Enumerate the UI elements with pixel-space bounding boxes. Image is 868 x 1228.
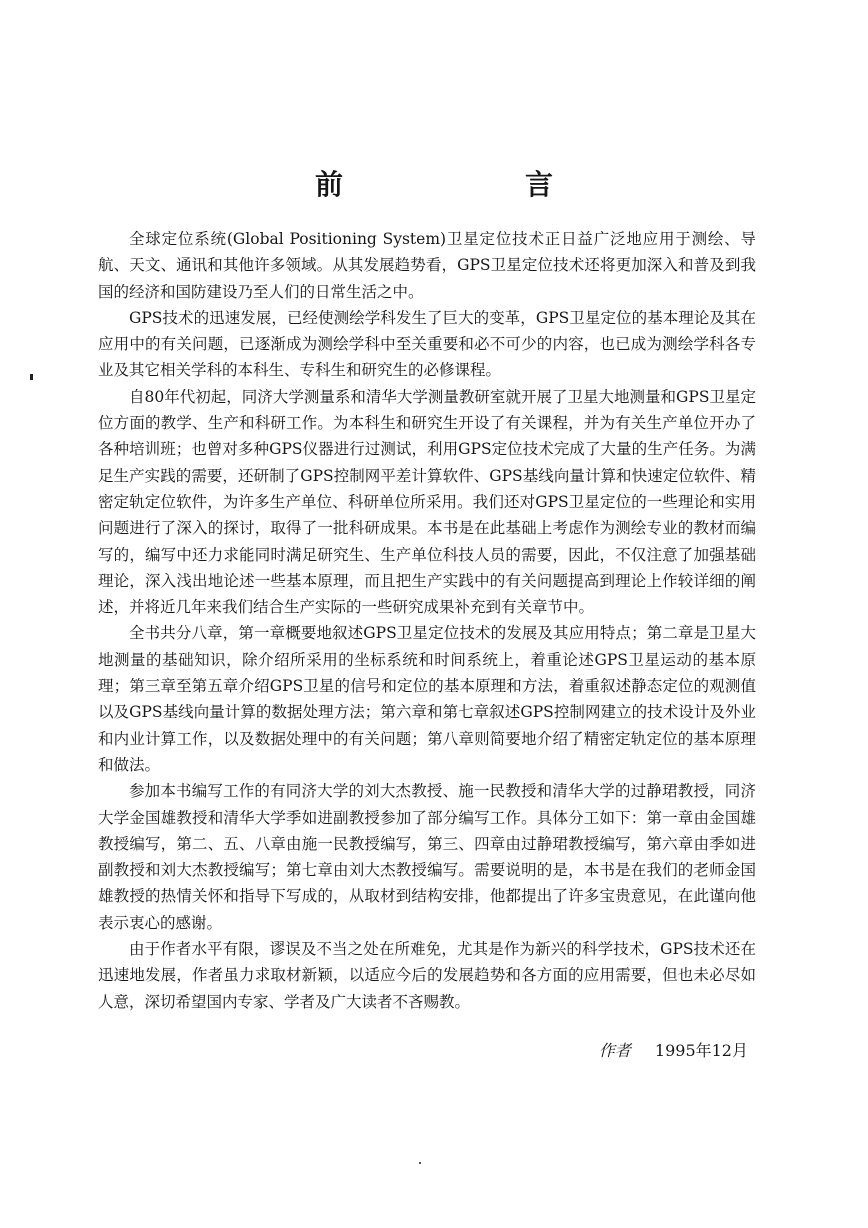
signature-date: 1995年12月 <box>654 1041 748 1060</box>
paragraph-6: 由于作者水平有限，谬误及不当之处在所难免，尤其是作为新兴的科学技术，GPS技术还在迅速地发展，作者虽力求取材新颖，以适应今后的发展趋势和各方面的应用需要，但也未必尽如人意，深切希望国内专家、学者及广大读者不吝赐教。 <box>98 940 756 1011</box>
scan-mark <box>30 374 33 380</box>
scan-speck <box>419 1162 421 1164</box>
paragraph-1: 全球定位系统(Global Positioning System)卫星定位技术正日益广泛地应用于测绘、导航、天文、通讯和其他许多领域。从其发展趋势看，GPS卫星定位技术还将更加深入和普及到我国的经济和国防建设乃至人们的日常生活之中。 <box>98 230 756 301</box>
signature-role: 作者 <box>598 1041 631 1060</box>
paragraph-5: 参加本书编写工作的有同济大学的刘大杰教授、施一民教授和清华大学的过静珺教授，同济大学金国雄教授和清华大学季如进副教授参加了部分编写工作。具体分工如下：第一章由金国雄教授编写，第二、五、八章由施一民教授编写，第三、四章由过静珺教授编写，第六章由季如进副教授和刘大杰教授编写；第七章由刘大杰教授编写。需要说明的是，本书是在我们的老师金国雄教授的热情关怀和指导下写成的，从取材到结构安排，他都提出了许多宝贵意见，在此谨向他表示衷心的感谢。 <box>98 782 756 932</box>
page-title: 前 言 <box>314 167 595 201</box>
preface-body <box>98 226 756 1015</box>
paragraph-4: 全书共分八章，第一章概要地叙述GPS卫星定位技术的发展及其应用特点；第二章是卫星大地测量的基础知识，除介绍所采用的坐标系统和时间系统上，着重论述GPS卫星运动的基本原理；第三章至第五章介绍GPS卫星的信号和定位的基本原理和方法，着重叙述静态定位的观测值以及GPS基线向量计算的数据处理方法；第六章和第七章叙述GPS控制网建立的技术设计及外业和内业计算工作，以及数据处理中的有关问题；第八章则简要地介绍了精密定轨定位的基本原理和做法。 <box>98 624 756 774</box>
paragraph-2: GPS技术的迅速发展，已经使测绘学科发生了巨大的变革，GPS卫星定位的基本理论及其在应用中的有关问题，已逐渐成为测绘学科中至关重要和必不可少的内容，也已成为测绘学科各专业及其它相关学科的本科生、专科生和研究生的必修课程。 <box>98 308 756 380</box>
paragraph-3: 自80年代初起，同济大学测量系和清华大学测量教研室就开展了卫星大地测量和GPS卫星定位方面的教学、生产和科研工作。为本科生和研究生开设了有关课程，并为有关生产单位开办了各种培训班；也曾对多种GPS仪器进行过测试，利用GPS定位技术完成了大量的生产任务。为满足生产实践的需要，还研制了GPS控制网平差计算软件、GPS基线向量计算和快速定位软件、精密定轨定位软件，为许多生产单位、科研单位所采用。我们还对GPS卫星定位的一些理论和实用问题进行了深入的探讨，取得了一批科研成果。本书是在此基础上考虑作为测绘专业的教材而编写的，编写中还力求能同时满足研究生、生产单位科技人员的需要，因此，不仅注意了加强基础理论，深入浅出地论述一些基本原理，而且把生产实践中的有关问题提高到理论上作较详细的阐述，并将近几年来我们结合生产实际的一些研究成果补充到有关章节中。 <box>98 387 756 617</box>
signature <box>599 1038 748 1064</box>
